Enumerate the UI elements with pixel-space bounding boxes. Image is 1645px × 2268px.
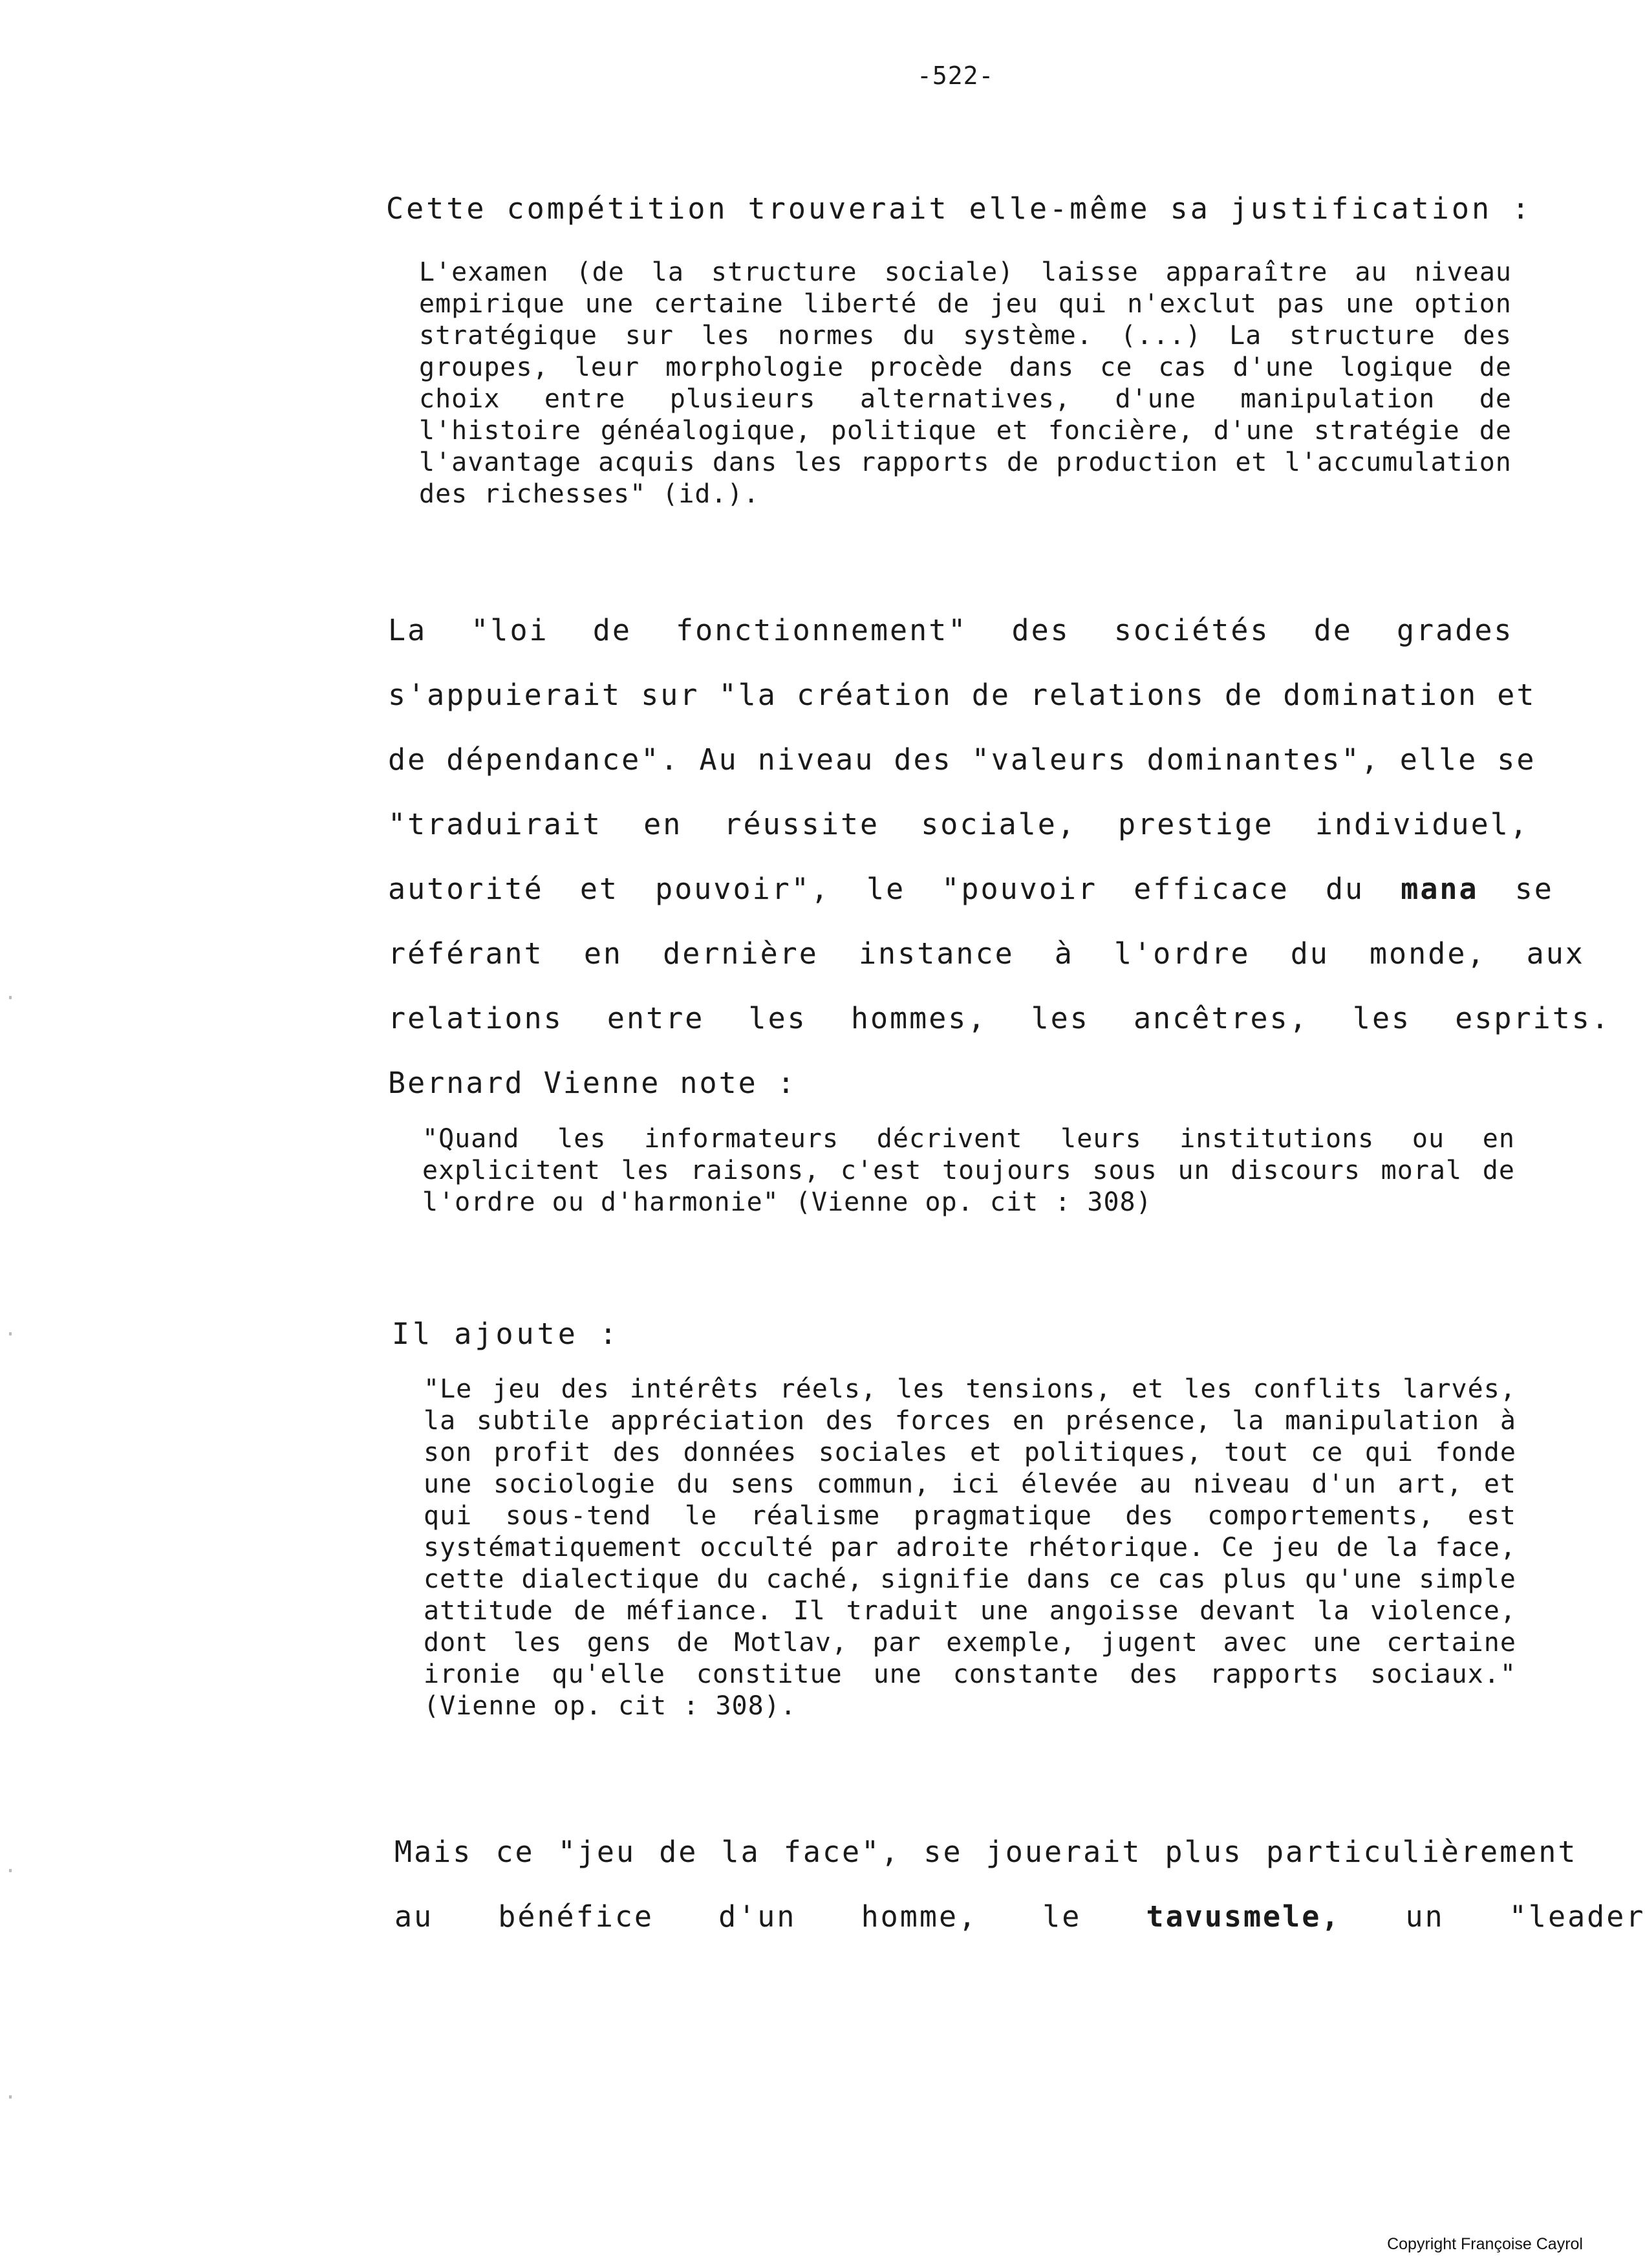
word: l'accumulation: [1284, 448, 1512, 477]
word: jeu: [1271, 1533, 1320, 1562]
word: "Le: [424, 1374, 473, 1404]
word: L'examen: [419, 257, 549, 287]
word: adroite: [896, 1533, 1010, 1562]
word: simple: [1419, 1564, 1516, 1594]
word: et: [1483, 1469, 1516, 1499]
word: de: [937, 289, 970, 319]
word: en: [1013, 1406, 1046, 1436]
word: tensions,: [965, 1374, 1112, 1404]
word: discours: [1231, 1156, 1360, 1185]
word: une: [424, 1469, 473, 1499]
word: d'une: [1213, 416, 1295, 446]
word: ici: [951, 1469, 1000, 1499]
copyright-notice: Copyright Françoise Cayrol: [1387, 2235, 1583, 2253]
word: des: [825, 1406, 875, 1436]
word: et: [996, 416, 1029, 446]
word: méfiance.: [627, 1596, 773, 1626]
quote-line: [419, 383, 1512, 415]
word: d'une: [1232, 352, 1315, 382]
word: sociales: [818, 1438, 949, 1467]
scan-speck: [9, 1869, 12, 1872]
paragraph-line: [388, 872, 1554, 906]
quote-line: [419, 415, 1512, 447]
word: certaine: [1386, 1628, 1516, 1658]
word: leur: [574, 352, 640, 382]
paragraph-line: relations entre les hommes, les ancêtres, les esprits.: [388, 1001, 1611, 1035]
word: manipulation: [1240, 384, 1435, 414]
word: les: [794, 448, 843, 477]
word: une: [1346, 289, 1395, 319]
quote-line: [424, 1374, 1516, 1405]
quote-line: [422, 1155, 1515, 1187]
word: face,: [1435, 1533, 1516, 1562]
word: empirique: [419, 289, 565, 319]
word: devant: [1199, 1596, 1297, 1626]
word: les: [513, 1628, 563, 1658]
quote-line: [424, 1627, 1516, 1659]
word: de: [1482, 1156, 1515, 1185]
word: sociaux.": [1370, 1659, 1516, 1689]
word: une: [873, 1659, 922, 1689]
word: les: [897, 1374, 946, 1404]
word: est: [1467, 1501, 1516, 1531]
word: morphologie: [665, 352, 844, 382]
word: qui: [1364, 1438, 1414, 1467]
quote-line: (Vienne op. cit : 308).: [424, 1691, 797, 1721]
word: pragmatique: [913, 1501, 1092, 1531]
word: dans: [1026, 1564, 1092, 1594]
word: Ce: [1221, 1533, 1254, 1562]
word: de: [1336, 1533, 1370, 1562]
word: des: [612, 1438, 662, 1467]
word: données: [683, 1438, 797, 1467]
word: la: [424, 1406, 457, 1436]
word: le: [685, 1501, 718, 1531]
word: commun,: [816, 1469, 930, 1499]
word: au: [1355, 257, 1388, 287]
word: dans: [712, 448, 778, 477]
paragraph-line: Mais ce "jeu de la face", se jouerait plus particulièrement: [394, 1835, 1578, 1869]
word: production: [1056, 448, 1219, 477]
word: au: [1139, 1469, 1172, 1499]
word: réels,: [779, 1374, 877, 1404]
quote-line: [419, 352, 1512, 383]
word: sur: [625, 321, 674, 351]
quote-line: [422, 1123, 1515, 1155]
word: un: [1177, 1156, 1210, 1185]
word: une: [1313, 1628, 1362, 1658]
word: système.: [963, 321, 1093, 351]
word: certaine: [654, 289, 784, 319]
word: structure: [711, 257, 857, 287]
block-quote: [419, 257, 1512, 510]
word: explicitent: [422, 1156, 601, 1185]
word: conflits: [1253, 1374, 1383, 1404]
word: les: [701, 321, 751, 351]
page-number: -522-: [917, 61, 995, 90]
word: du: [676, 1469, 709, 1499]
word: stratégie: [1314, 416, 1460, 446]
word: et: [969, 1438, 1003, 1467]
word: sociale): [884, 257, 1015, 287]
word: dialectique: [521, 1564, 700, 1594]
word: procède: [870, 352, 984, 382]
word: des: [1125, 1501, 1174, 1531]
paragraph-line: s'appuierait sur "la création de relations de domination et: [388, 678, 1536, 712]
word: du: [716, 1564, 749, 1594]
word: structure: [1289, 321, 1435, 351]
word: jugent: [1101, 1628, 1198, 1658]
emphasis-term: mana: [1401, 872, 1479, 906]
word: constitue: [696, 1659, 843, 1689]
word: les: [1184, 1374, 1233, 1404]
word: occulté: [700, 1533, 814, 1562]
word: manipulation: [1285, 1406, 1480, 1436]
quote-line: [424, 1595, 1516, 1627]
word: angoisse: [1049, 1596, 1179, 1626]
word: sens: [730, 1469, 795, 1499]
word: sous: [1092, 1156, 1157, 1185]
word: cas: [1157, 1564, 1207, 1594]
word: d'une: [1115, 384, 1196, 414]
word: une: [585, 289, 634, 319]
word: qui: [1058, 289, 1108, 319]
text-span: au bénéfice d'un homme, le: [394, 1899, 1082, 1934]
word: informateurs: [644, 1124, 839, 1154]
quote-line: [424, 1437, 1516, 1469]
text-span: autorité et pouvoir", le "pouvoir efficace du: [388, 872, 1365, 906]
word: option: [1414, 289, 1512, 319]
word: c'est: [840, 1156, 922, 1185]
word: d'un: [1311, 1469, 1377, 1499]
block-quote: [424, 1374, 1516, 1722]
word: rapports: [1209, 1659, 1340, 1689]
word: alternatives,: [859, 384, 1071, 414]
word: institutions: [1179, 1124, 1375, 1154]
quote-line: [419, 447, 1512, 479]
word: niveau: [1193, 1469, 1291, 1499]
word: apparaître: [1165, 257, 1328, 287]
word: son: [424, 1438, 473, 1467]
word: comportements,: [1207, 1501, 1435, 1531]
word: avec: [1223, 1628, 1288, 1658]
word: des: [561, 1374, 610, 1404]
paragraph-intro: Cette compétition trouverait elle-même sa justification :: [386, 191, 1532, 226]
word: tout: [1224, 1438, 1289, 1467]
word: ironie: [424, 1659, 521, 1689]
word: cas: [1158, 352, 1207, 382]
word: liberté: [803, 289, 918, 319]
word: acquis: [598, 448, 696, 477]
paragraph-line: La "loi de fonctionnement" des sociétés de grades: [388, 613, 1514, 647]
word: subtile: [476, 1406, 590, 1436]
word: la: [1386, 1533, 1419, 1562]
word: par: [872, 1628, 921, 1658]
word: l'avantage: [419, 448, 581, 477]
word: signifie: [880, 1564, 1010, 1594]
quote-line: [424, 1564, 1516, 1595]
word: constante: [952, 1659, 1099, 1689]
quote-line: [419, 257, 1512, 288]
text-span: un "leader: [1405, 1899, 1645, 1934]
word: systématiquement: [424, 1533, 683, 1562]
quote-line: [424, 1500, 1516, 1532]
word: sous-tend: [505, 1501, 652, 1531]
quote-line: des richesses" (id.).: [419, 479, 760, 509]
word: cette: [424, 1564, 505, 1594]
word: exemple,: [946, 1628, 1076, 1658]
word: dont: [424, 1628, 489, 1658]
word: généalogique,: [600, 416, 812, 446]
word: élevée: [1021, 1469, 1119, 1499]
quote-line: [424, 1532, 1516, 1564]
word: et: [1132, 1374, 1165, 1404]
word: en: [1482, 1124, 1515, 1154]
quote-line: [419, 288, 1512, 320]
word: politiques,: [1024, 1438, 1203, 1467]
word: plus: [1223, 1564, 1288, 1594]
word: niveau: [1414, 257, 1512, 287]
paragraph-line: Bernard Vienne note :: [388, 1066, 797, 1100]
word: pas: [1276, 289, 1326, 319]
word: logique: [1340, 352, 1454, 382]
word: par: [830, 1533, 879, 1562]
word: dans: [1009, 352, 1075, 382]
quote-line: [424, 1659, 1516, 1690]
word: normes: [777, 321, 876, 351]
paragraph-line: de dépendance". Au niveau des "valeurs dominantes", elle se: [388, 742, 1536, 777]
word: de: [1479, 384, 1512, 414]
quote-line: l'ordre ou d'harmonie" (Vienne op. cit : 308): [422, 1187, 1152, 1217]
word: laisse: [1041, 257, 1139, 287]
word: sociologie: [493, 1469, 656, 1499]
word: forces: [894, 1406, 993, 1436]
word: toujours: [942, 1156, 1072, 1185]
quote-line: [419, 320, 1512, 352]
word: de: [676, 1628, 709, 1658]
word: des: [1130, 1659, 1179, 1689]
word: Motlav,: [734, 1628, 848, 1658]
word: des: [1463, 321, 1512, 351]
word: choix: [419, 384, 500, 414]
word: jeu: [989, 289, 1038, 319]
paragraph-line: [394, 1899, 1645, 1934]
word: de: [1006, 448, 1039, 477]
word: politique: [830, 416, 977, 446]
word: "Quand: [422, 1124, 520, 1154]
word: à: [1500, 1406, 1516, 1436]
word: (...): [1120, 321, 1202, 351]
word: rapports: [859, 448, 990, 477]
word: de: [1479, 352, 1512, 382]
word: présence,: [1065, 1406, 1212, 1436]
paragraph-intro: Il ajoute :: [392, 1317, 621, 1351]
word: décrivent: [876, 1124, 1023, 1154]
word: traduit: [846, 1596, 960, 1626]
word: rhétorique.: [1026, 1533, 1205, 1562]
word: entre: [544, 384, 626, 414]
word: fonde: [1435, 1438, 1516, 1467]
word: moral: [1381, 1156, 1463, 1185]
word: l'histoire: [419, 416, 581, 446]
quote-line: [424, 1469, 1516, 1500]
text-span: se: [1514, 872, 1554, 906]
word: la: [1232, 1406, 1265, 1436]
word: caché,: [766, 1564, 864, 1594]
word: les: [621, 1156, 670, 1185]
word: gens: [586, 1628, 652, 1658]
word: du: [903, 321, 936, 351]
word: ce: [1100, 352, 1133, 382]
word: une: [980, 1596, 1029, 1626]
word: ou: [1412, 1124, 1445, 1154]
paragraph-line: "traduirait en réussite sociale, prestige individuel,: [388, 807, 1529, 841]
block-quote: [422, 1123, 1515, 1218]
word: stratégique: [419, 321, 597, 351]
word: appréciation: [610, 1406, 806, 1436]
word: ce: [1311, 1438, 1344, 1467]
paragraph-line: référant en dernière instance à l'ordre du monde, aux: [388, 936, 1585, 971]
word: réalisme: [750, 1501, 881, 1531]
word: art,: [1397, 1469, 1463, 1499]
word: intérêts: [629, 1374, 760, 1404]
word: de: [574, 1596, 607, 1626]
word: et: [1235, 448, 1268, 477]
word: plusieurs: [669, 384, 816, 414]
word: raisons,: [690, 1156, 821, 1185]
quote-line: [424, 1405, 1516, 1437]
emphasis-term: tavusmele,: [1146, 1899, 1341, 1934]
word: qu'elle: [552, 1659, 665, 1689]
word: leurs: [1060, 1124, 1142, 1154]
word: groupes,: [419, 352, 549, 382]
scan-speck: [9, 996, 12, 999]
word: qui: [424, 1501, 473, 1531]
word: La: [1229, 321, 1262, 351]
word: la: [1317, 1596, 1350, 1626]
word: de: [1479, 416, 1512, 446]
word: jeu: [492, 1374, 541, 1404]
word: foncière,: [1048, 416, 1194, 446]
word: ce: [1108, 1564, 1141, 1594]
word: la: [651, 257, 684, 287]
word: qu'une: [1304, 1564, 1403, 1594]
word: (de: [575, 257, 625, 287]
word: attitude: [424, 1596, 554, 1626]
word: les: [557, 1124, 607, 1154]
word: profit: [493, 1438, 592, 1467]
word: larvés,: [1403, 1374, 1516, 1404]
scan-speck: [9, 1332, 12, 1335]
word: n'exclut: [1127, 289, 1257, 319]
word: violence,: [1370, 1596, 1516, 1626]
word: Il: [793, 1596, 826, 1626]
scan-speck: [9, 2095, 12, 2099]
